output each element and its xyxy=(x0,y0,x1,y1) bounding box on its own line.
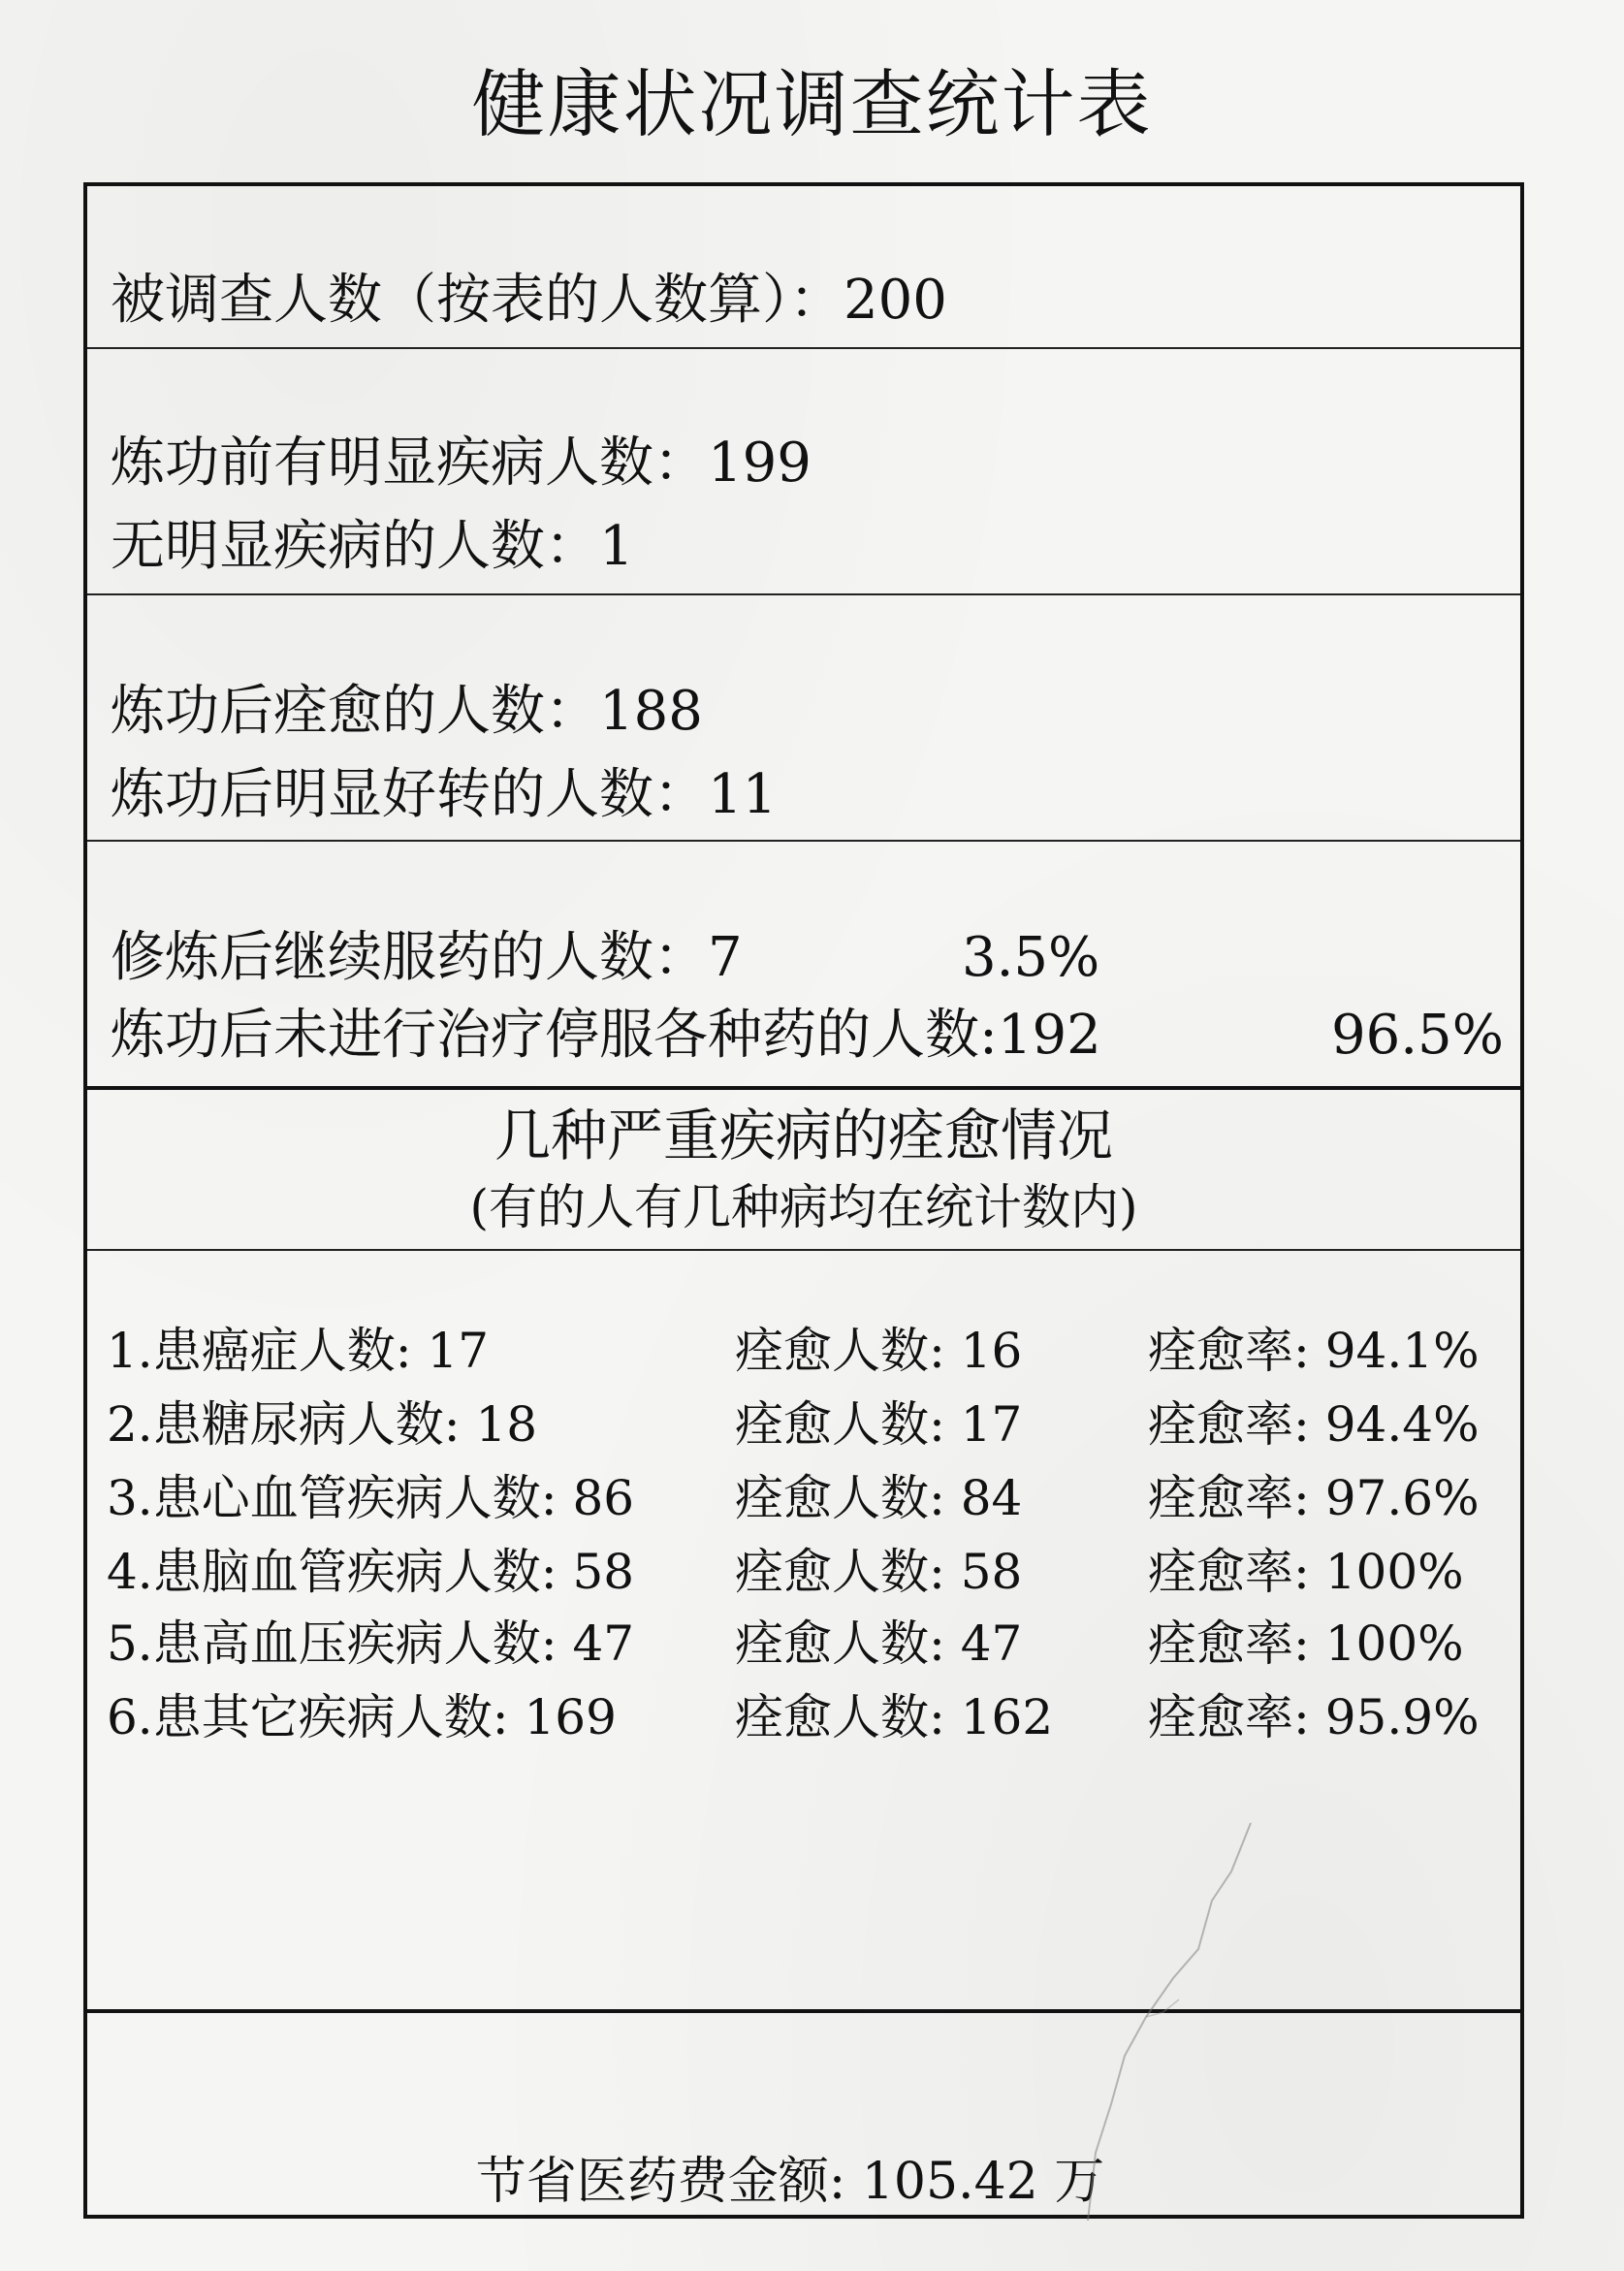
continue-med-label: 修炼后继续服药的人数 xyxy=(111,926,653,989)
surveyed-value: 200 xyxy=(844,269,947,332)
disease-count: 169 xyxy=(524,1689,617,1745)
cure-rate: 97.6% xyxy=(1324,1470,1480,1526)
savings-line: 节省医药费金额: 105.42 万 xyxy=(475,2153,1105,2211)
serious-header-subtitle: (有的人有几种病均在统计数内) xyxy=(469,1179,1138,1235)
disease-name: 4.患脑血管疾病人数 xyxy=(107,1544,541,1600)
disease-name: 3.患心血管疾病人数 xyxy=(107,1470,541,1526)
cured-count: 162 xyxy=(960,1689,1054,1745)
cure-rate-label: 痊愈率 xyxy=(1148,1544,1293,1600)
disease-list-section xyxy=(87,1251,1520,2013)
cured-line: 炼功后痊愈的人数：188 xyxy=(111,680,703,743)
disease-name: 5.患高血压疾病人数 xyxy=(107,1615,541,1672)
cure-rate-label: 痊愈率 xyxy=(1148,1615,1293,1672)
cured-count: 47 xyxy=(960,1615,1023,1672)
stopped-med-line: 炼功后未进行治疗停服各种药的人数:192 xyxy=(111,1004,1101,1067)
with-disease-value: 199 xyxy=(708,432,812,495)
cure-rate-label: 痊愈率 xyxy=(1148,1470,1293,1526)
savings-label: 节省医药费金额 xyxy=(475,2153,829,2211)
cure-rate: 100% xyxy=(1324,1544,1464,1600)
cure-rate-label: 痊愈率 xyxy=(1148,1689,1293,1745)
disease-name: 1.患癌症人数 xyxy=(107,1323,396,1379)
disease-cured: 痊愈人数: 84 xyxy=(735,1470,1023,1526)
disease-cured: 痊愈人数: 47 xyxy=(735,1615,1023,1672)
surveyed-label: 被调查人数（按表的人数算） xyxy=(111,269,789,332)
cured-count: 84 xyxy=(960,1470,1023,1526)
disease-count: 17 xyxy=(427,1323,490,1379)
medication-section xyxy=(87,842,1520,1090)
without-disease-value: 1 xyxy=(599,515,634,578)
savings-section xyxy=(87,2013,1520,2215)
disease-rate: 痊愈率: 100% xyxy=(1148,1544,1464,1600)
disease-rate: 痊愈率: 94.1% xyxy=(1148,1323,1480,1379)
page-title: 健康状况调查统计表 xyxy=(471,61,1153,147)
disease-count: 47 xyxy=(572,1615,635,1672)
cure-rate: 100% xyxy=(1324,1615,1464,1672)
with-disease-line: 炼功前有明显疾病人数：199 xyxy=(111,432,812,495)
disease-cured: 痊愈人数: 58 xyxy=(735,1544,1023,1600)
statistics-table xyxy=(83,182,1524,2219)
improved-line: 炼功后明显好转的人数：11 xyxy=(111,763,778,826)
savings-value: 105.42 xyxy=(861,2153,1038,2211)
disease-rate: 痊愈率: 95.9% xyxy=(1148,1689,1480,1745)
continue-med-pct: 3.5% xyxy=(962,926,1100,989)
disease-cured: 痊愈人数: 162 xyxy=(735,1689,1054,1745)
disease-name: 6.患其它疾病人数 xyxy=(107,1689,493,1745)
continue-med-value: 7 xyxy=(708,926,743,989)
cured-count-label: 痊愈人数 xyxy=(735,1470,929,1526)
disease-count: 86 xyxy=(572,1470,635,1526)
disease-name-count: 1.患癌症人数: 17 xyxy=(107,1323,490,1379)
improved-value: 11 xyxy=(708,763,778,826)
disease-name-count: 2.患糖尿病人数: 18 xyxy=(107,1396,538,1453)
cure-rate: 94.4% xyxy=(1324,1396,1480,1453)
stopped-med-value: 192 xyxy=(997,1004,1101,1067)
stopped-med-pct: 96.5% xyxy=(1331,1004,1504,1067)
serious-header-title: 几种严重疾病的痊愈情况 xyxy=(494,1103,1113,1168)
continue-med-line: 修炼后继续服药的人数：7 xyxy=(111,926,743,989)
disease-rate: 痊愈率: 94.4% xyxy=(1148,1396,1480,1453)
serious-header-section xyxy=(87,1090,1520,1251)
surveyed-section xyxy=(87,186,1520,349)
savings-unit: 万 xyxy=(1054,2153,1105,2211)
disease-name-count: 4.患脑血管疾病人数: 58 xyxy=(107,1544,635,1600)
after-section xyxy=(87,595,1520,842)
cured-value: 188 xyxy=(599,680,703,743)
cure-rate: 94.1% xyxy=(1324,1323,1480,1379)
cure-rate: 95.9% xyxy=(1324,1689,1480,1745)
disease-name-count: 3.患心血管疾病人数: 86 xyxy=(107,1470,635,1526)
disease-name-count: 6.患其它疾病人数: 169 xyxy=(107,1689,617,1745)
cured-count-label: 痊愈人数 xyxy=(735,1396,929,1453)
disease-cured: 痊愈人数: 17 xyxy=(735,1396,1023,1453)
before-section xyxy=(87,349,1520,595)
surveyed-line: 被调查人数（按表的人数算）：200 xyxy=(111,269,947,332)
with-disease-label: 炼功前有明显疾病人数 xyxy=(111,432,653,495)
cured-count: 58 xyxy=(960,1544,1023,1600)
disease-name-count: 5.患高血压疾病人数: 47 xyxy=(107,1615,635,1672)
without-disease-label: 无明显疾病的人数 xyxy=(111,515,545,578)
cured-count: 17 xyxy=(960,1396,1023,1453)
without-disease-line: 无明显疾病的人数：1 xyxy=(111,515,634,578)
cured-count-label: 痊愈人数 xyxy=(735,1323,929,1379)
cure-rate-label: 痊愈率 xyxy=(1148,1396,1293,1453)
disease-rate: 痊愈率: 100% xyxy=(1148,1615,1464,1672)
cured-count-label: 痊愈人数 xyxy=(735,1615,929,1672)
improved-label: 炼功后明显好转的人数 xyxy=(111,763,653,826)
disease-rate: 痊愈率: 97.6% xyxy=(1148,1470,1480,1526)
cure-rate-label: 痊愈率 xyxy=(1148,1323,1293,1379)
disease-count: 18 xyxy=(475,1396,538,1453)
cured-count: 16 xyxy=(960,1323,1023,1379)
cured-count-label: 痊愈人数 xyxy=(735,1544,929,1600)
stopped-med-label: 炼功后未进行治疗停服各种药的人数 xyxy=(111,1004,979,1067)
disease-name: 2.患糖尿病人数 xyxy=(107,1396,444,1453)
cured-count-label: 痊愈人数 xyxy=(735,1689,929,1745)
cured-label: 炼功后痊愈的人数 xyxy=(111,680,545,743)
disease-count: 58 xyxy=(572,1544,635,1600)
disease-cured: 痊愈人数: 16 xyxy=(735,1323,1023,1379)
